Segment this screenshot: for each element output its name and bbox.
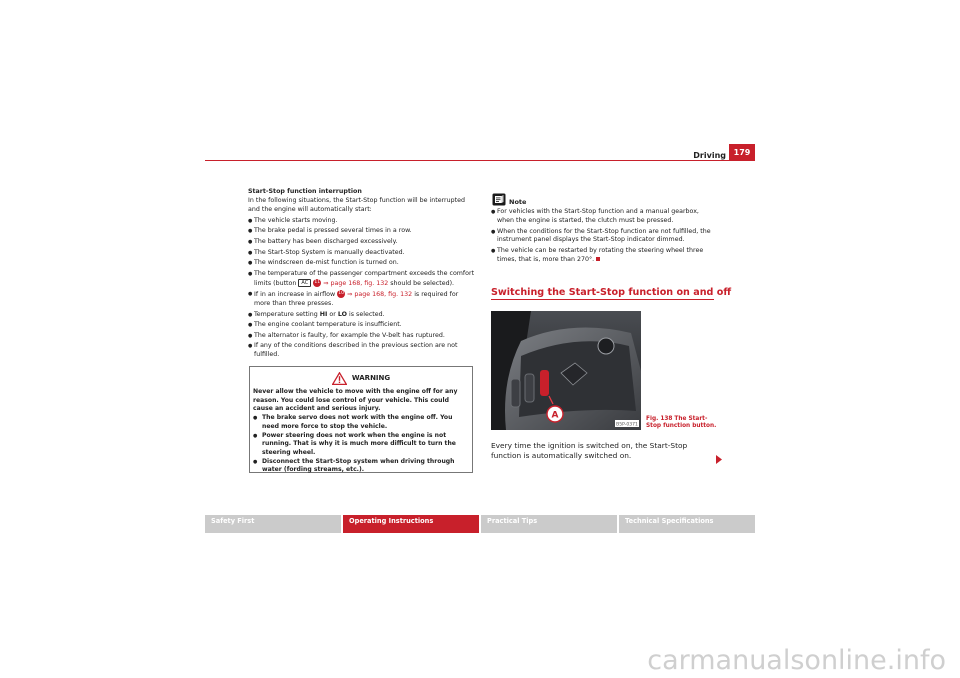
section-rule: [491, 299, 714, 300]
list-item: ● Power steering does not work when the engine is not running. That is why it is much more difficult to turn the steering wheel.: [253, 432, 469, 458]
list-item: ● The windscreen de-mist function is turned on.: [248, 259, 476, 268]
header-section-title: Driving: [693, 151, 726, 160]
callout-number: 10: [338, 291, 344, 297]
list-item: ● The brake servo does not work with the engine off. You need more force to stop the vehicle.: [253, 414, 469, 431]
interruption-list: [248, 217, 476, 361]
warning-lead: Never allow the vehicle to move with the engine off for any reason. You could lose control of your vehicle. This could cause an accident and serious injury.: [253, 388, 458, 413]
callout-number: 11: [314, 279, 321, 285]
list-item: ● The Start-Stop System is manually deactivated.: [248, 249, 476, 258]
footer-tab-safety-first[interactable]: Safety First: [205, 515, 341, 533]
section-title: Switching the Start-Stop function on and off: [491, 287, 732, 298]
footer-tab-practical-tips[interactable]: Practical Tips: [481, 515, 617, 533]
warning-triangle-icon: [332, 372, 347, 385]
figure-illustration: [491, 311, 641, 430]
list-item: ● The vehicle starts moving.: [248, 217, 476, 226]
list-item: ● The vehicle can be restarted by rotating the steering wheel three times, that is, more than 270°.: [491, 247, 716, 265]
left-column: [248, 188, 476, 362]
list-item: ● Temperature setting HI or LO is selected.: [248, 311, 476, 320]
note-list: [491, 208, 716, 265]
figure-caption: Fig. 138 The Start-Stop function button.: [646, 416, 717, 429]
list-item: ● When the conditions for the Start-Stop function are not fulfilled, the instrument panel displays the Start-Stop indicator dimmed.: [491, 228, 716, 246]
page-number: 179: [729, 144, 755, 161]
warning-title: WARNING: [351, 373, 391, 382]
continue-arrow-icon: [716, 455, 722, 464]
start-stop-figure: [491, 311, 641, 430]
page-reference-link[interactable]: ⇒ page 168, fig. 132: [323, 279, 389, 287]
list-item: ● The battery has been discharged excessively.: [248, 238, 476, 247]
warning-box: [249, 366, 473, 473]
warning-list: [253, 388, 469, 475]
header-rule: [205, 160, 755, 161]
subheading: Start-Stop function interruption: [248, 188, 362, 195]
page-reference-link[interactable]: ⇒ page 168, fig. 132: [347, 291, 413, 299]
intro-text: In the following situations, the Start-Stop function will be interrupted and the engine will automatically start:: [248, 196, 465, 213]
body-text: Every time the ignition is switched on, the Start-Stop function is automatically switched on.: [491, 441, 688, 461]
watermark: carmanualsonline.info: [647, 645, 946, 676]
note-title: Note: [509, 198, 527, 206]
list-item: ● If in an increase in airflow 10 ⇒ page 168, fig. 132 is required for more than three presses.: [248, 290, 476, 309]
warning-header: [253, 371, 469, 385]
list-item: ● If any of the conditions described in the previous section are not fulfilled.: [248, 342, 476, 360]
ac-button-icon: AC: [298, 279, 311, 287]
list-item: ● The brake pedal is pressed several times in a row.: [248, 227, 476, 236]
figure-label-a: A: [551, 410, 559, 421]
note-content: [491, 208, 716, 267]
figure-code: B5P-0371: [616, 422, 638, 428]
list-item: ● Disconnect the Start-Stop system when driving through water (fording streams, etc.).: [253, 458, 469, 475]
footer-tab-technical-specifications[interactable]: Technical Specifications: [619, 515, 755, 533]
end-mark-icon: [596, 257, 600, 261]
list-item: ● The alternator is faulty, for example the V-belt has ruptured.: [248, 332, 476, 341]
footer-tab-operating-instructions[interactable]: Operating Instructions: [343, 515, 479, 533]
list-item: ● The engine coolant temperature is insufficient.: [248, 321, 476, 330]
list-item: ● For vehicles with the Start-Stop function and a manual gearbox, when the engine is started, the clutch must be pressed.: [491, 208, 716, 226]
note-icon: [492, 193, 506, 206]
list-item: ● The temperature of the passenger compartment exceeds the comfort limits (button AC 11 ⇒ page 168, fig. 132 should be selected).: [248, 270, 476, 289]
